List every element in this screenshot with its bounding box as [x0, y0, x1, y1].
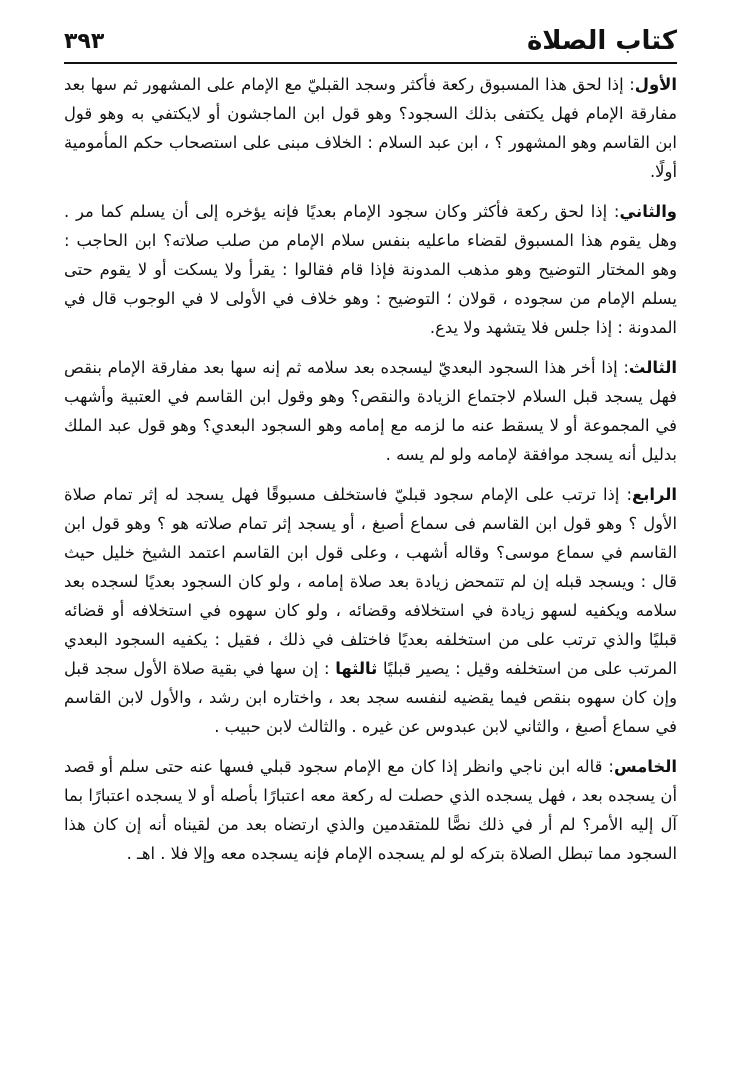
paragraph-text: : قاله ابن ناجي وانظر إذا كان مع الإمام سجود قبلي فسها عنه حتى سلم أو قصد أن يسجده بعد ، فهل يسجده الذي حصلت له ركعة معه اعتبارًا بأصله أو لا يسجده اعتبارًا بما آل إليه الأمر؟ لم أر في ذلك نصًّا للمتقدمين والذي ارتضاه بعد من لقيناه أنه إن كان هذا السجود مما تبطل الصلاة بتركه لو لم يسجده الإمام فإنه يسجده معه وإلا فلا . اهـ . — [64, 757, 677, 863]
paragraph-text: : إذا ترتب على الإمام سجود قبليّ فاستخلف مسبوقًا فهل يسجد له إثر تمام صلاة الأول ؟ وهو قول ابن القاسم فى سماع أصبغ ، أو يسجد إثر تمام صلاته هو ؟ وهو قول ابن القاسم في سماع موسى؟ وقاله أشهب ، وعلى قول ابن القاسم اعتمد الشيخ خليل حيث قال : ويسجد قبله إن لم تتمحض زيادة بعد صلاة إمامه ، ولو كان السجود بعديًا لسجده بعد سلامه ويكفيه لسهو زيادة في استخلافه وقضائه ، ولو كان سهوه في استخلافه أو قضائه قبليًا والذي ترتب على من استخلفه بعديًا فاختلف في ذلك ، فقيل : يكفيه السجود البعدي المرتب على من استخلفه وقيل : يصير قبليًا — [64, 485, 677, 678]
paragraph-text: : إذا أخر هذا السجود البعديّ ليسجده بعد سلامه ثم إنه سها بعد مفارقة الإمام بنقص فهل يسجد قبل السلام لاجتماع الزيادة والنقص؟ وهو وقول ابن القاسم في العتبية وأشهب في المجموعة أو لا يسقط عنه ما لزمه مع إمامه وهو السجود البعدي؟ وهو قول عبد الملك بدليل أنه يسجد موافقة لإمامه ولو لم يسه . — [64, 358, 677, 464]
paragraph-third — [64, 353, 677, 469]
paragraph-text: : إذا لحق هذا المسبوق ركعة فأكثر وسجد القبليّ مع الإمام على المشهور ثم سها بعد مفارقة الإمام فهل يكتفى بذلك السجود؟ وهو قول ابن الماجشون أو لايكتفي به وهو قول ابن القاسم وهو المشهور ؟ ، ابن عبد السلام : الخلاف مبنى على استصحاب حكم المأمومية أولًا. — [64, 75, 677, 181]
paragraph-text-continued: : إن سها في بقية صلاة الأول سجد قبل وإن كان سهوه بنقص فيما يقضيه لنفسه سجد بعد ، واختاره ابن رشد ، والأول لابن القاسم في سماع أصبغ ، والثاني لابن عبدوس عن غيره . والثالث لابن حبيب . — [64, 659, 677, 736]
emphasis-term: ثالثها — [335, 659, 378, 678]
paragraph-first — [64, 70, 677, 186]
page-number: ٣٩٣ — [64, 29, 105, 54]
paragraph-lead: والثاني — [619, 202, 677, 221]
paragraph-fourth — [64, 480, 677, 741]
paragraph-second — [64, 197, 677, 342]
paragraph-lead: الأول — [634, 75, 677, 94]
paragraph-lead: الرابع — [632, 485, 677, 504]
page-header — [64, 22, 677, 64]
paragraph-fifth — [64, 752, 677, 868]
page-body — [64, 68, 677, 1056]
paragraph-lead: الثالث — [628, 358, 677, 377]
paragraph-text: : إذا لحق ركعة فأكثر وكان سجود الإمام بعديًا فإنه يؤخره إلى أن يسلم كما مر . وهل يقوم هذا المسبوق لقضاء ماعليه بنفس سلام الإمام من صلب صلاته؟ ابن الحاجب : وهو المختار التوضيح وهو مذهب المدونة فإذا قام فقالوا : يقرأ ولا يسكت أو لا يقوم حتى يسلم الإمام من سجوده ، قولان ؛ التوضيح : وهو خلاف في الأولى لا في الوجوب قال في المدونة : إذا جلس فلا يتشهد ولا يدع. — [64, 202, 677, 337]
running-title: كتاب الصلاة — [526, 26, 677, 56]
paragraph-lead: الخامس — [613, 757, 677, 776]
